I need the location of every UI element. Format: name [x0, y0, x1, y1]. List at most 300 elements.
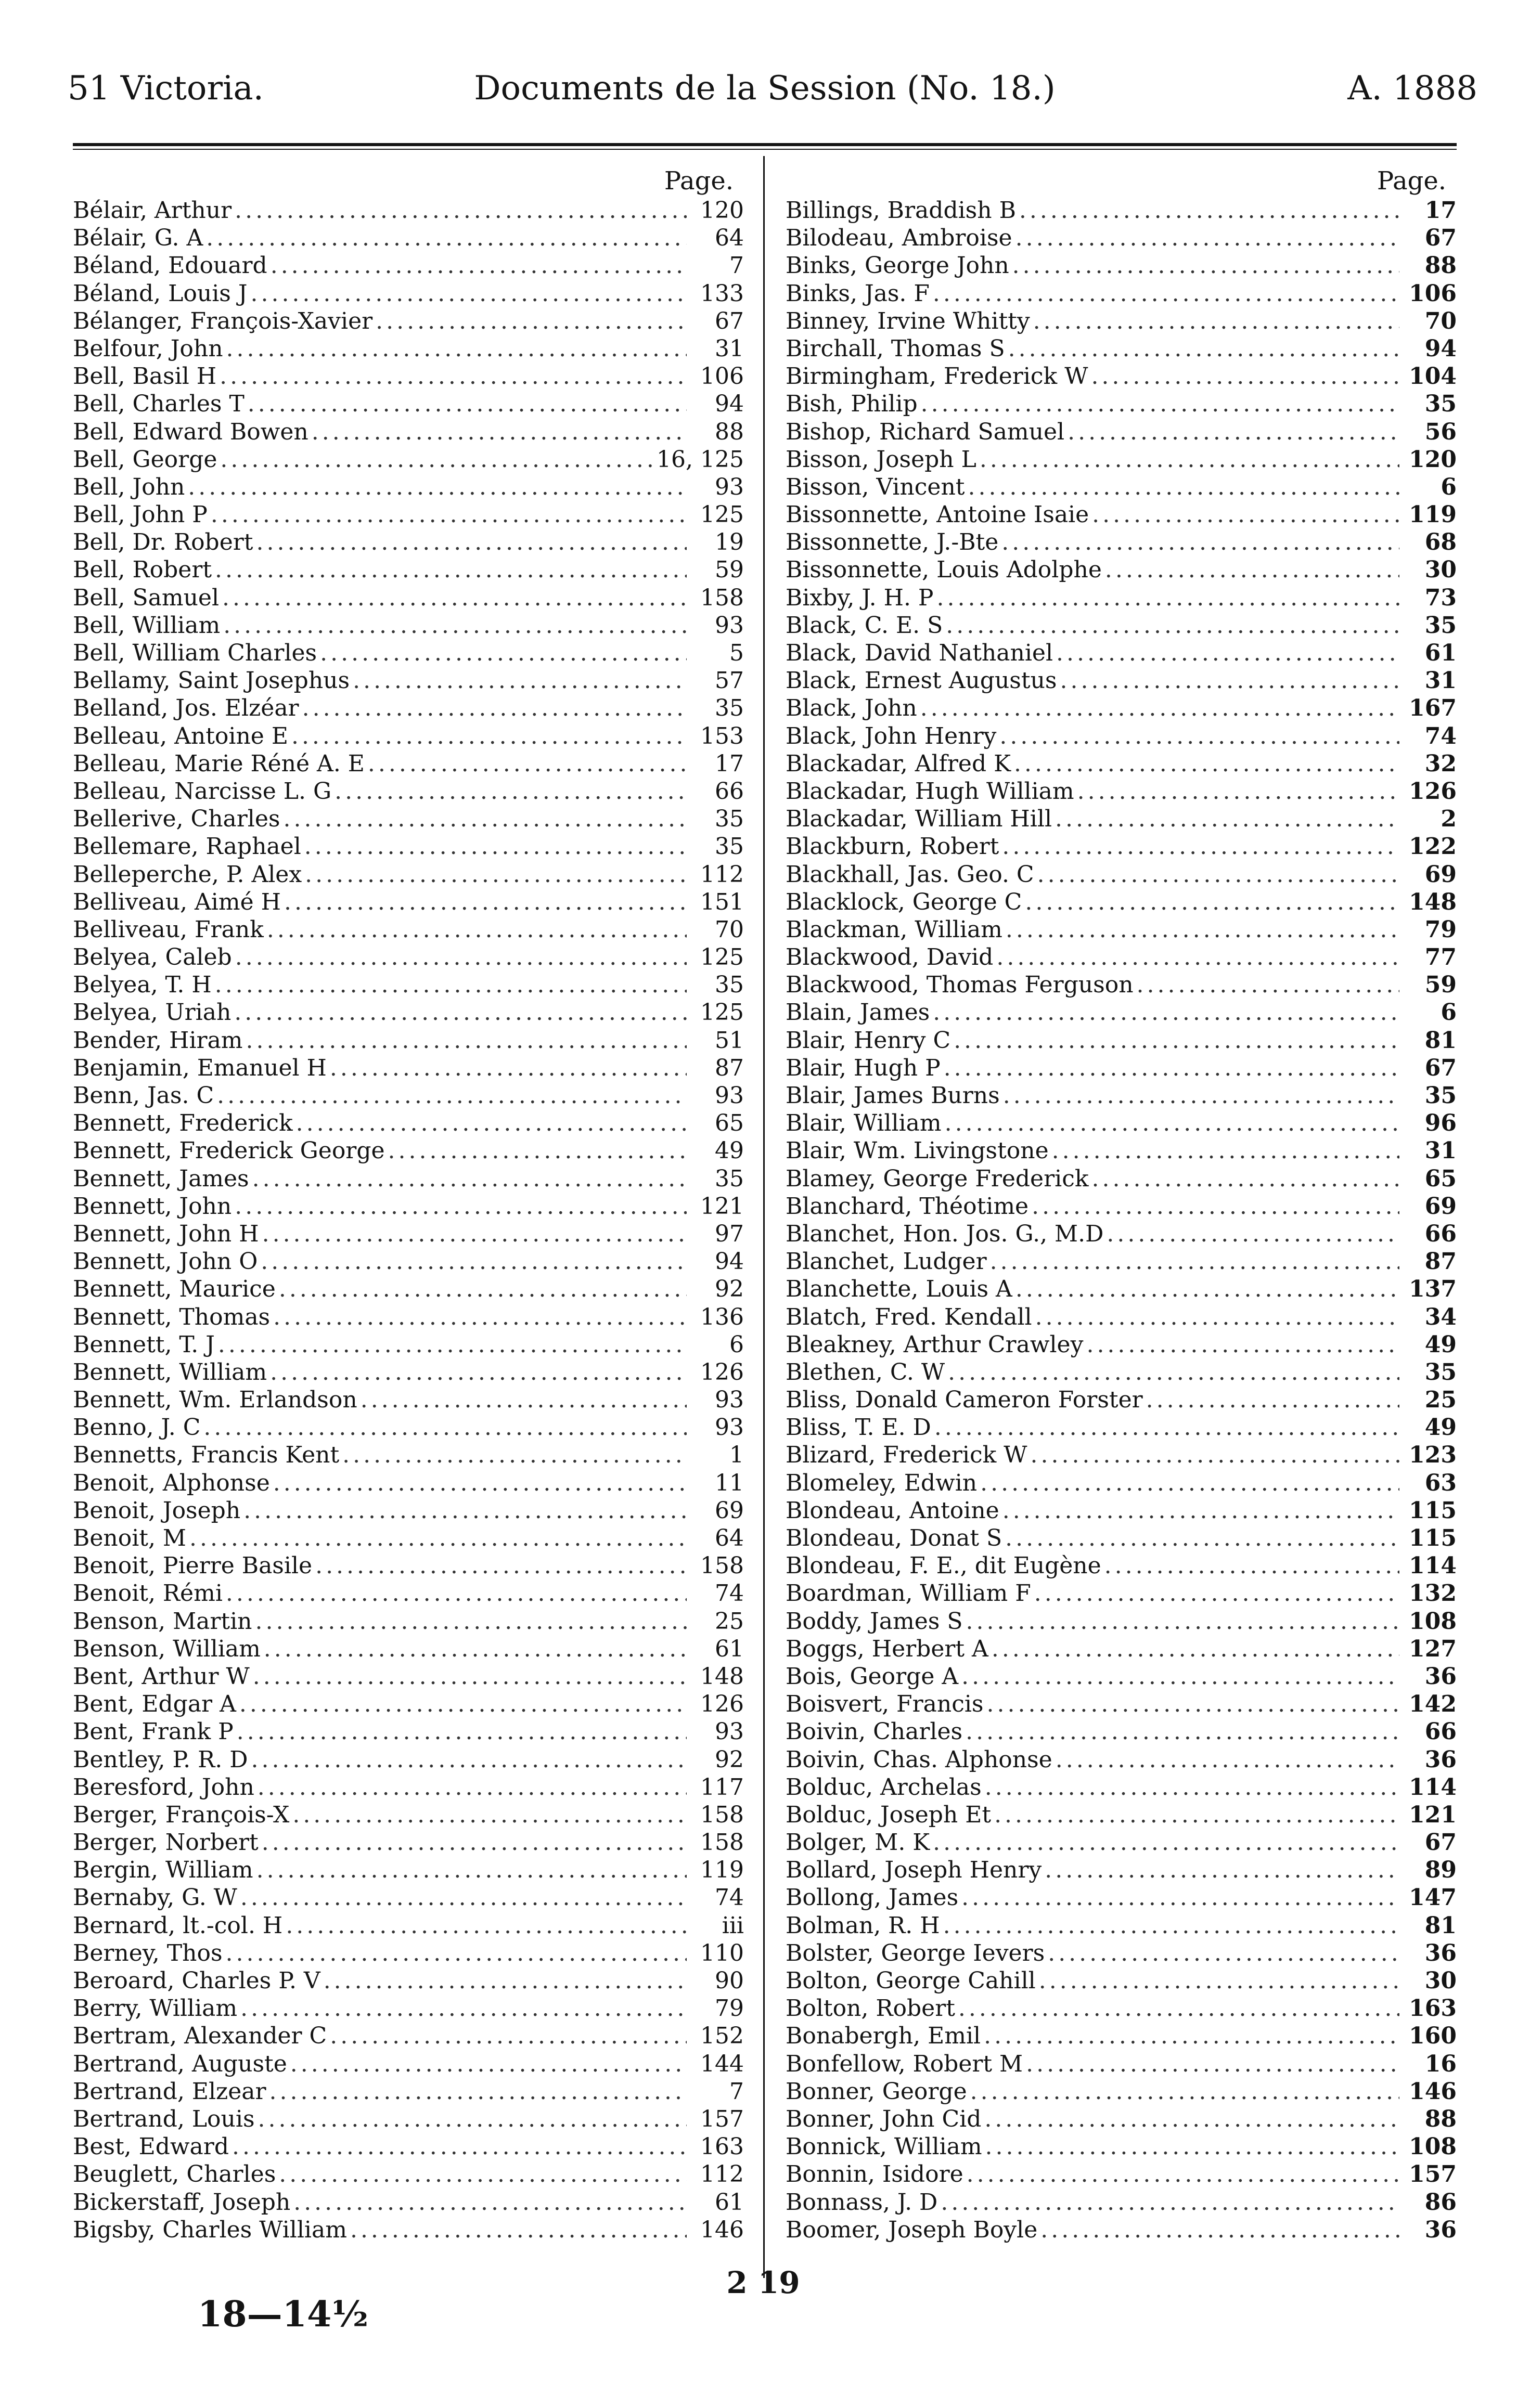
header-title: Documents de la Session (No. 18.): [474, 69, 1056, 108]
index-entry: [786, 1414, 1457, 1441]
index-entry: [73, 833, 744, 860]
index-entry: [786, 1358, 1457, 1386]
leader-dots: [982, 2133, 1399, 2160]
entry-name: Belland, Jos. Elzéar: [73, 695, 299, 722]
entry-name: Benjamin, Emanuel H: [73, 1054, 327, 1081]
index-entry: [73, 722, 744, 750]
leader-dots: [357, 1386, 687, 1414]
index-entry: [73, 1746, 744, 1773]
running-header: [52, 65, 1477, 112]
index-entry: [786, 1967, 1457, 1995]
leader-dots: [254, 1773, 687, 1801]
leader-dots: [1002, 916, 1399, 943]
entry-page: 144: [700, 2050, 744, 2077]
entry-name: Birmingham, Frederick W: [786, 363, 1088, 390]
entry-name: Belleau, Narcisse L. G: [73, 778, 332, 805]
leader-dots: [1143, 1386, 1399, 1414]
leader-dots: [232, 943, 687, 971]
entry-page: 147: [1409, 1884, 1457, 1911]
leader-dots: [1028, 1193, 1399, 1220]
entry-name: Bolton, Robert: [786, 1995, 955, 2022]
index-entry: [786, 1773, 1457, 1801]
leader-dots: [955, 1995, 1399, 2022]
entry-name: Blacklock, George C: [786, 888, 1022, 915]
leader-dots: [940, 1912, 1399, 1939]
index-entry: [73, 1137, 744, 1164]
entry-page: 68: [1424, 529, 1457, 556]
leader-dots: [243, 1027, 687, 1054]
leader-dots: [290, 2189, 687, 2216]
entry-page: 77: [1424, 944, 1457, 971]
entry-page: 30: [1424, 1967, 1457, 1994]
leader-dots: [1088, 363, 1399, 390]
entry-name: Bennett, Maurice: [73, 1276, 276, 1303]
entry-page: 56: [1424, 418, 1457, 445]
entry-page: 158: [700, 1552, 744, 1580]
entry-page: 97: [715, 1220, 744, 1247]
entry-page: 93: [715, 473, 744, 500]
index-entry: [73, 1856, 744, 1884]
leader-dots: [958, 1663, 1399, 1690]
leader-dots: [996, 722, 1399, 750]
entry-page: 88: [1424, 252, 1457, 279]
entry-page: 79: [715, 1995, 744, 2022]
leader-dots: [220, 612, 687, 639]
index-entry: [786, 999, 1457, 1026]
entry-page: 112: [700, 2161, 744, 2188]
entry-name: Black, Ernest Augustus: [786, 667, 1057, 694]
entry-list: [786, 197, 1457, 2244]
entry-page: 69: [715, 1497, 744, 1524]
leader-dots: [1022, 888, 1399, 916]
entry-name: Blethen, C. W: [786, 1358, 945, 1386]
entry-name: Blackhall, Jas. Geo. C: [786, 861, 1034, 888]
entry-page: 25: [715, 1608, 744, 1635]
entry-name: Bonfellow, Robert M: [786, 2050, 1023, 2077]
leader-dots: [234, 1718, 687, 1745]
entry-name: Bissonnette, J.-Bte: [786, 529, 999, 556]
printer-signature: 18—14½: [198, 2294, 369, 2335]
index-entry: [73, 1386, 744, 1414]
leader-dots: [372, 307, 687, 335]
entry-page: 126: [1409, 778, 1457, 805]
entry-page: 89: [1424, 1857, 1457, 1884]
index-entry: [786, 1884, 1457, 1911]
entry-page: 108: [1409, 2133, 1457, 2160]
leader-dots: [186, 1524, 687, 1552]
index-entry: [73, 1773, 744, 1801]
entry-page: 126: [700, 1358, 744, 1386]
entry-name: Black, David Nathaniel: [786, 640, 1053, 666]
entry-name: Bertrand, Elzear: [73, 2078, 266, 2105]
entry-name: Belyea, Caleb: [73, 944, 232, 971]
leader-dots: [347, 2216, 687, 2244]
entry-name: Bélanger, François-Xavier: [73, 307, 373, 334]
index-entry: [73, 1635, 744, 1663]
leader-dots: [981, 2022, 1399, 2050]
index-entry: [786, 1995, 1457, 2022]
entry-page: 16: [1424, 2050, 1457, 2077]
leader-dots: [1037, 2216, 1399, 2244]
entry-name: Bonnick, William: [786, 2133, 982, 2160]
leader-dots: [223, 335, 687, 363]
entry-name: Best, Edward: [73, 2133, 229, 2160]
entry-page: 132: [1409, 1580, 1457, 1607]
entry-page: 64: [715, 1525, 744, 1551]
entry-name: Blomeley, Edwin: [786, 1469, 978, 1496]
index-entry: [786, 1746, 1457, 1773]
entry-name: Blackadar, Alfred K: [786, 750, 1011, 777]
entry-name: Bélair, Arthur: [73, 197, 232, 224]
entry-name: Bell, John: [73, 473, 185, 500]
leader-dots: [967, 2078, 1399, 2105]
entry-page: 35: [1424, 1082, 1457, 1109]
index-entry: [73, 1884, 744, 1911]
leader-dots: [185, 473, 687, 501]
index-entry: [786, 943, 1457, 971]
leader-dots: [1016, 197, 1399, 224]
index-entry: [786, 888, 1457, 916]
entry-name: Beuglett, Charles: [73, 2161, 276, 2188]
index-entry: [786, 2105, 1457, 2133]
leader-dots: [1034, 861, 1399, 888]
leader-dots: [280, 805, 687, 833]
entry-page: 17: [715, 750, 744, 777]
entry-name: Belliveau, Aimé H: [73, 888, 281, 915]
leader-dots: [1031, 1580, 1399, 1607]
index-entry: [786, 805, 1457, 833]
entry-name: Benson, William: [73, 1635, 261, 1662]
entry-page: 19: [715, 529, 744, 556]
leader-dots: [288, 722, 687, 750]
entry-name: Bissonnette, Louis Adolphe: [786, 556, 1102, 584]
entry-name: Benoit, Alphonse: [73, 1469, 270, 1496]
leader-dots: [918, 390, 1399, 418]
entry-page: 92: [715, 1276, 744, 1303]
entry-name: Blondeau, Donat S: [786, 1525, 1002, 1551]
index-entry: [73, 1608, 744, 1635]
leader-dots: [1089, 1165, 1399, 1193]
entry-page: 167: [1409, 695, 1457, 722]
index-entry: [73, 999, 744, 1026]
index-entry: [786, 390, 1457, 418]
leader-dots: [981, 2105, 1399, 2133]
entry-page: 51: [715, 1027, 744, 1054]
leader-dots: [231, 999, 687, 1026]
index-entry: [786, 1829, 1457, 1856]
entry-name: Bellamy, Saint Josephus: [73, 667, 350, 694]
entry-page: 35: [1424, 1358, 1457, 1386]
entry-page: 158: [700, 584, 744, 611]
index-entry: [73, 1220, 744, 1248]
index-entry: [786, 2160, 1457, 2188]
entry-name: Bell, John P: [73, 501, 208, 528]
index-entry: [73, 473, 744, 501]
entry-name: Bickerstaff, Joseph: [73, 2189, 291, 2216]
entry-page: 133: [700, 280, 744, 307]
leader-dots: [270, 1469, 687, 1497]
index-entry: [73, 1275, 744, 1303]
entry-page: 115: [1409, 1525, 1457, 1551]
entry-page: 25: [1424, 1387, 1457, 1414]
entry-page: 146: [1409, 2078, 1457, 2105]
leader-dots: [977, 1469, 1399, 1497]
entry-page: 7: [729, 2078, 744, 2105]
entry-name: Bergin, William: [73, 1857, 253, 1884]
leader-dots: [1074, 778, 1399, 805]
leader-dots: [200, 1414, 687, 1441]
entry-page: 86: [1424, 2189, 1457, 2216]
entry-page: 2: [1441, 806, 1457, 833]
entry-name: Bell, Robert: [73, 556, 212, 584]
index-entry: [73, 501, 744, 528]
index-entry: [73, 694, 744, 722]
entry-name: Bonnass, J. D: [786, 2189, 938, 2216]
entry-page: 119: [1409, 501, 1457, 528]
entry-page: 92: [715, 1746, 744, 1773]
entry-page: 81: [1424, 1027, 1457, 1054]
entry-name: Blain, James: [786, 999, 930, 1026]
index-entry: [786, 722, 1457, 750]
entry-page: 66: [1424, 1220, 1457, 1247]
leader-dots: [212, 971, 687, 999]
entry-page: 11: [715, 1469, 744, 1496]
entry-name: Bilodeau, Ambroise: [786, 225, 1012, 252]
leader-dots: [287, 2050, 687, 2078]
entry-name: Boomer, Joseph Boyle: [786, 2216, 1038, 2243]
index-entry: [786, 501, 1457, 528]
leader-dots: [962, 1608, 1399, 1635]
entry-name: Blair, Hugh P: [786, 1054, 941, 1081]
leader-dots: [917, 694, 1399, 722]
entry-name: Belleau, Antoine E: [73, 722, 288, 749]
index-entry: [73, 1441, 744, 1469]
entry-name: Beresford, John: [73, 1773, 254, 1801]
index-entry: [786, 1082, 1457, 1109]
leader-dots: [327, 2022, 687, 2050]
entry-page: 65: [715, 1110, 744, 1137]
entry-page: 61: [715, 1635, 744, 1662]
index-entry: [73, 1690, 744, 1718]
entry-page: 123: [1409, 1442, 1457, 1469]
index-entry: [786, 1690, 1457, 1718]
index-entry: [786, 1608, 1457, 1635]
entry-name: Bennett, John O: [73, 1248, 258, 1275]
index-entry: [786, 2133, 1457, 2160]
entry-page: 70: [715, 916, 744, 943]
entry-page: 31: [1424, 667, 1457, 694]
entry-name: Blair, Henry C: [786, 1027, 951, 1054]
leader-dots: [988, 1635, 1399, 1663]
leader-dots: [937, 2189, 1399, 2216]
leader-dots: [245, 390, 687, 418]
index-entry: [786, 1524, 1457, 1552]
index-entry: [73, 556, 744, 584]
entry-page: 36: [1424, 1746, 1457, 1773]
entry-page: 120: [700, 197, 744, 224]
entry-name: Bish, Philip: [786, 391, 918, 418]
leader-dots: [1134, 971, 1399, 999]
entry-page: 35: [715, 695, 744, 722]
index-entry: [786, 307, 1457, 335]
leader-dots: [270, 1303, 687, 1331]
entry-name: Bennett, T. J: [73, 1331, 215, 1358]
index-entry: [73, 280, 744, 307]
entry-page: 106: [700, 363, 744, 390]
entry-page: 49: [715, 1137, 744, 1164]
entry-name: Bois, George A: [786, 1663, 959, 1690]
leader-dots: [998, 528, 1399, 556]
entry-name: Bender, Hiram: [73, 1027, 243, 1054]
entry-page: 110: [700, 1939, 744, 1966]
entry-name: Blackwood, Thomas Ferguson: [786, 972, 1134, 999]
entry-name: Berney, Thos: [73, 1939, 223, 1966]
index-entry: [73, 861, 744, 888]
leader-dots: [308, 418, 687, 446]
entry-name: Bolton, George Cahill: [786, 1967, 1036, 1994]
entry-page: 1: [729, 1442, 744, 1469]
entry-page: 65: [1424, 1165, 1457, 1192]
entry-name: Bellemare, Raphael: [73, 833, 301, 860]
index-entry: [73, 2105, 744, 2133]
leader-dots: [1000, 1082, 1399, 1109]
entry-page: 36: [1424, 2216, 1457, 2243]
entry-name: Blackadar, William Hill: [786, 806, 1052, 833]
index-entry: [786, 1801, 1457, 1829]
entry-page: 93: [715, 1718, 744, 1745]
entry-name: Béland, Louis J: [73, 280, 248, 307]
leader-dots: [250, 1663, 687, 1690]
index-entry: [786, 1275, 1457, 1303]
entry-name: Benoit, Rémi: [73, 1580, 223, 1607]
header-rule-thick: [73, 143, 1457, 146]
entry-name: Blair, William: [786, 1110, 942, 1137]
entry-name: Bent, Arthur W: [73, 1663, 250, 1690]
entry-name: Blondeau, F. E., dit Eugène: [786, 1552, 1101, 1580]
leader-dots: [253, 1856, 687, 1884]
leader-dots: [1042, 1856, 1399, 1884]
entry-name: Blackburn, Robert: [786, 833, 999, 860]
index-entry: [73, 612, 744, 639]
entry-page: 49: [1424, 1331, 1457, 1358]
index-entry: [73, 888, 744, 916]
leader-dots: [1083, 1331, 1399, 1358]
entry-page: 81: [1424, 1912, 1457, 1939]
entry-name: Bernard, lt.-col. H: [73, 1912, 283, 1939]
index-entry: [73, 363, 744, 390]
entry-name: Berger, Norbert: [73, 1829, 259, 1856]
entry-page: 93: [715, 1387, 744, 1414]
sheet-number: 2 19: [726, 2265, 800, 2300]
leader-dots: [365, 750, 687, 778]
leader-dots: [930, 999, 1399, 1026]
leader-dots: [942, 1109, 1399, 1137]
leader-dots: [1052, 1746, 1399, 1773]
index-entry: [73, 584, 744, 612]
entry-page: 88: [715, 418, 744, 445]
leader-dots: [216, 363, 687, 390]
leader-dots: [1102, 556, 1399, 584]
entry-name: Bolman, R. H: [786, 1912, 940, 1939]
entry-name: Bennett, Frederick George: [73, 1137, 385, 1164]
index-entry: [786, 363, 1457, 390]
leader-dots: [958, 1884, 1399, 1911]
leader-dots: [993, 943, 1399, 971]
leader-dots: [941, 1054, 1399, 1082]
entry-name: Bolster, George Ievers: [786, 1939, 1045, 1966]
entry-page: 93: [715, 1082, 744, 1109]
leader-dots: [237, 1884, 687, 1911]
leader-dots: [934, 584, 1399, 612]
leader-dots: [320, 1967, 687, 1995]
entry-page: 87: [1424, 1248, 1457, 1275]
entry-list: [73, 197, 744, 2244]
index-entry: [73, 639, 744, 667]
index-entry: [73, 1054, 744, 1082]
index-entry: [786, 1027, 1457, 1054]
entry-name: Benoit, Pierre Basile: [73, 1552, 313, 1580]
entry-page: 153: [700, 722, 744, 749]
entry-name: Bell, Basil H: [73, 363, 217, 390]
index-entry: [73, 2189, 744, 2216]
index-entry: [73, 1580, 744, 1607]
index-entry: [786, 1580, 1457, 1607]
entry-name: Bonabergh, Emil: [786, 2023, 981, 2050]
index-entry: [73, 667, 744, 694]
leader-dots: [223, 1580, 687, 1607]
entry-name: Bernaby, G. W: [73, 1884, 237, 1911]
entry-page: 64: [715, 225, 744, 252]
entry-name: Bell, Samuel: [73, 584, 220, 611]
index-entry: [73, 1829, 744, 1856]
entry-name: Boardman, William F: [786, 1580, 1031, 1607]
index-entry: [786, 1939, 1457, 1967]
leader-dots: [312, 1552, 687, 1580]
entry-name: Blizard, Frederick W: [786, 1442, 1027, 1469]
index-entry: [73, 1109, 744, 1137]
leader-dots: [1027, 1441, 1400, 1469]
index-entry: [73, 1193, 744, 1220]
entry-name: Bent, Frank P: [73, 1718, 234, 1745]
index-entry: [73, 2050, 744, 2078]
entry-page: 67: [1424, 225, 1457, 252]
entry-name: Belliveau, Frank: [73, 916, 264, 943]
entry-name: Bisson, Joseph L: [786, 446, 976, 473]
page-column-heading: Page.: [1377, 166, 1446, 196]
leader-dots: [1101, 1552, 1399, 1580]
entry-name: Berry, William: [73, 1995, 238, 2022]
leader-dots: [1049, 1137, 1399, 1164]
index-column-right: [786, 165, 1457, 2244]
leader-dots: [984, 1690, 1400, 1718]
entry-page: 96: [1424, 1110, 1457, 1137]
entry-name: Blondeau, Antoine: [786, 1497, 999, 1524]
entry-name: Blatch, Fred. Kendall: [786, 1303, 1032, 1330]
entry-page: 5: [729, 640, 744, 666]
entry-name: Bell, George: [73, 446, 217, 473]
index-entry: [786, 335, 1457, 363]
entry-name: Bennett, John H: [73, 1220, 259, 1247]
entry-name: Belyea, T. H: [73, 972, 212, 999]
entry-page: 49: [1424, 1414, 1457, 1441]
leader-dots: [1036, 1967, 1399, 1995]
entry-name: Bennetts, Francis Kent: [73, 1442, 340, 1469]
entry-page: 66: [715, 778, 744, 805]
leader-dots: [255, 2105, 687, 2133]
entry-name: Bishop, Richard Samuel: [786, 418, 1065, 445]
entry-page: 88: [1424, 2105, 1457, 2132]
entry-page: 94: [715, 1248, 744, 1275]
